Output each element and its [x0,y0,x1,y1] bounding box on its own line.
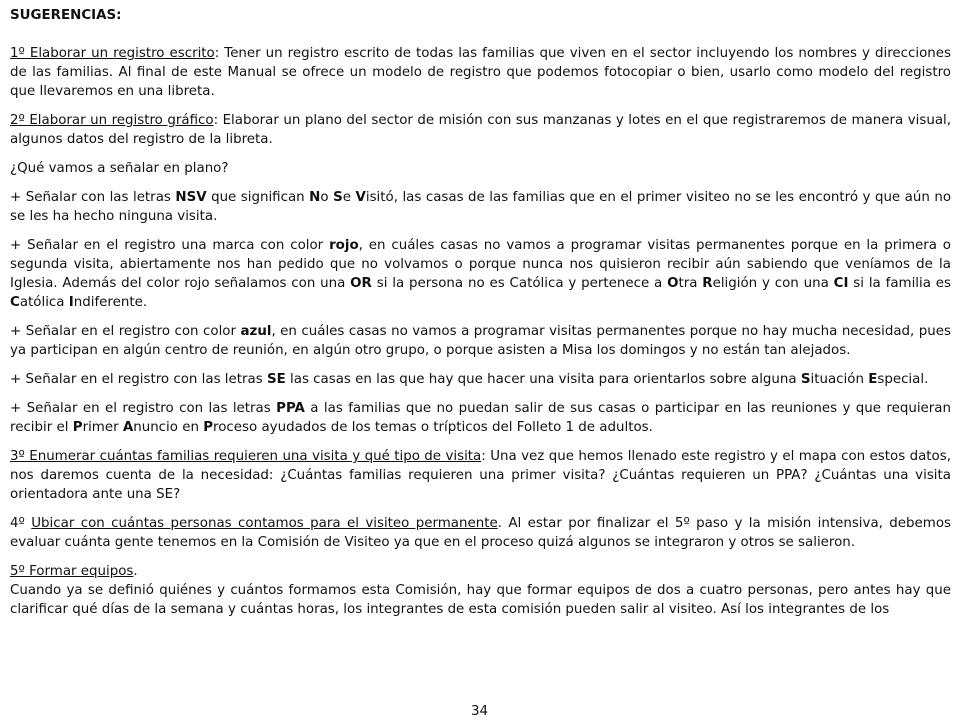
nsv-text-1: + Señalar con las letras [10,190,176,205]
red-text-2: , en cuáles casas no vamos a programar visitas permanentes porque en la primera o segunda visita, abiertamente nos han pedido que no volvamos o porque nunca nos quisieron recibir aún sabiendo que veníamos de la Iglesia. Además del color rojo señalamos con una [10,238,951,291]
paragraph-locate-people [10,514,951,552]
ci-initial-c: C [10,295,20,310]
ppa-text-5: roceso ayudados de los temas o trípticos del Folleto 1 de adultos. [213,420,653,435]
se-initial-e: E [868,372,878,387]
step-1-text: : Tener un registro escrito de todas las familias que viven en el sector incluyendo los nombres y direcciones de las familias. Al final de este Manual se ofrece un modelo de registro que podemos fotocopiar o bien, usarlo como modelo del registro que llevaremos en una libreta. [10,46,951,99]
paragraph-nsv [10,188,951,226]
paragraph-blue-mark [10,322,951,360]
ci-initial-i: I [68,295,74,310]
nsv-text-2: que significan [206,190,310,205]
blue-text-1: + Señalar en el registro con color [10,324,241,339]
step-4-text: . Al estar por finalizar el 5º paso y la misión intensiva, debemos evaluar cuánta gente tenemos en la Comisión de Visiteo ya que en el proceso quizá algunos se integraron y otros se salieron. [10,516,951,550]
red-text-4: tra [678,276,703,291]
paragraph-question: ¿Qué vamos a señalar en plano? [10,161,229,176]
se-code: SE [266,372,286,387]
ppa-initial-p-2: P [203,420,214,435]
ppa-initial-p: P [72,420,83,435]
ppa-text-3: rimer [82,420,123,435]
paragraph-se [10,370,951,389]
paragraph-ppa [10,399,951,437]
or-initial-o: O [667,276,679,291]
step-2-title: 2º Elaborar un registro gráfico [10,113,214,128]
step-1-title: 1º Elaborar un registro escrito [10,46,215,61]
nsv-initial-n: N [309,190,321,205]
step-4-title: Ubicar con cuántas personas contamos para el visiteo permanente [31,516,498,531]
document-body [10,6,951,619]
nsv-text-4: e [342,190,356,205]
step-3-text: : Una vez que hemos llenado este registro y el mapa con estos datos, nos daremos cuenta de la necesidad: ¿Cuántas familias requieren una primer visita? ¿Cuántas requieren un PPA? ¿Cuántas una visita orientadora ante una SE? [10,449,951,502]
red-text-1: + Señalar en el registro una marca con color [10,238,330,253]
se-text-4: special. [877,372,929,387]
page-number: 34 [471,704,489,719]
nsv-initial-v: V [355,190,366,205]
paragraph-written-registry [10,44,951,101]
nsv-code: NSV [175,190,207,205]
se-text-1: + Señalar en el registro con las letras [10,372,267,387]
step-5-title: 5º Formar equipos [10,564,134,579]
se-text-3: ituación [810,372,869,387]
ppa-text-1: + Señalar en el registro con las letras [10,401,277,416]
paragraph-form-teams [10,562,951,619]
step-3-title: 3º Enumerar cuántas familias requieren una visita y qué tipo de visita [10,449,482,464]
step-5-period: . [133,564,138,579]
paragraph-graphic-registry [10,111,951,149]
nsv-initial-s: S [333,190,343,205]
red-text-8: ndiferente. [73,295,148,310]
paragraph-enumerate [10,447,951,504]
red-text-5: eligión y con una [712,276,834,291]
blue-text-2: , en cuáles casas no vamos a programar visitas permanentes porque no hay mucha necesidad, pues ya participan en algún centro de reunión, en algún otro grupo, o porque asisten a Misa los domingos y no están tan alejados. [10,324,951,358]
step-4-number: 4º [10,516,32,531]
section-heading: SUGERENCIAS: [10,8,122,23]
ppa-initial-a: A [122,420,134,435]
red-text-6: si la familia es [848,276,951,291]
red-text-7: atólica [19,295,69,310]
se-text-2: las casas en las que hay que hacer una visita para orientarlos sobre alguna [285,372,801,387]
se-initial-s: S [800,372,811,387]
blue-keyword: azul [240,324,272,339]
ci-code: CI [833,276,849,291]
step-5-text: Cuando ya se definió quiénes y cuántos formamos esta Comisión, hay que formar equipos de dos a cuatro personas, pero antes hay que clarificar qué días de la semana y cuántas horas, los integrantes de esta comisión pueden salir al visiteo. Así los integrantes de los [10,583,951,617]
step-2-text: : Elaborar un plano del sector de misión con sus manzanas y lotes en el que registraremos de manera visual, algunos datos del registro de la libreta. [10,113,951,147]
paragraph-red-mark [10,236,951,312]
ppa-text-4: nuncio en [133,420,204,435]
nsv-text-3: o [320,190,334,205]
or-initial-r: R [702,276,713,291]
or-code: OR [350,276,372,291]
red-text-3: si la persona no es Católica y pertenece a [371,276,668,291]
ppa-code: PPA [276,401,305,416]
nsv-text-5: isitó, las casas de las familias que en el primer visiteo no se les encontró y que aún no se les ha hecho ninguna visita. [10,190,952,224]
ppa-text-2: a las familias que no puedan salir de sus casas o participar en las reuniones y que requieran recibir el [10,401,951,435]
red-keyword: rojo [329,238,359,253]
